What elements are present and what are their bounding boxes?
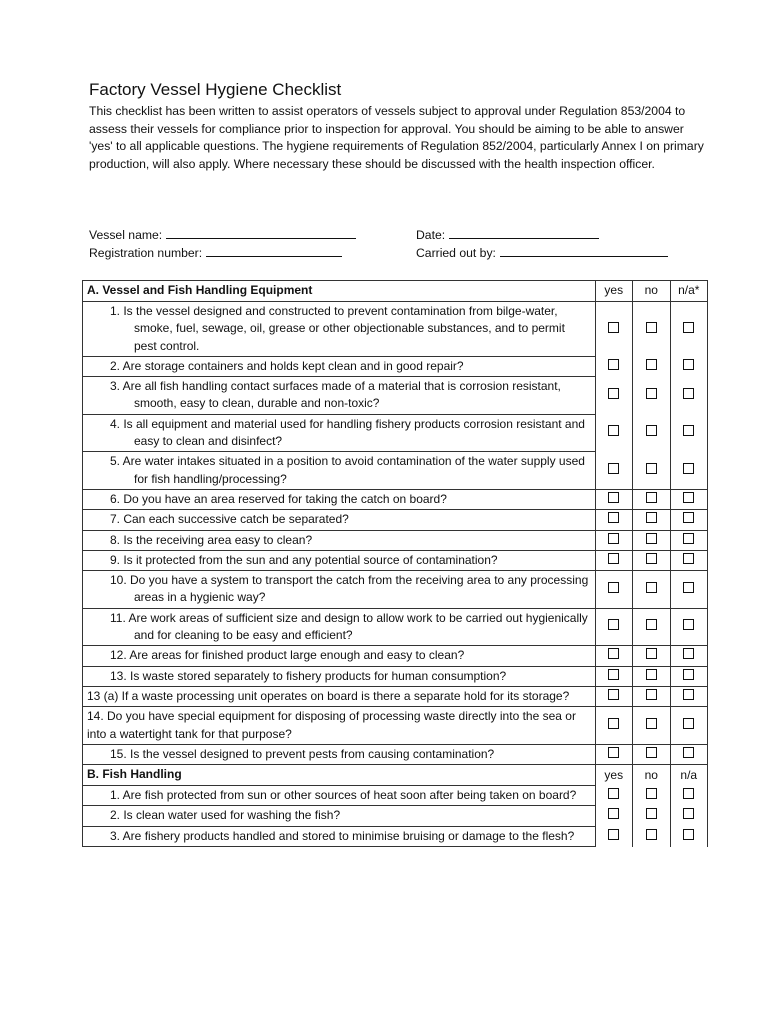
- yes-checkbox[interactable]: [608, 788, 619, 799]
- na-checkbox[interactable]: [683, 512, 694, 523]
- no-checkbox[interactable]: [646, 388, 657, 399]
- question-text: 14. Do you have special equipment for disposing of processing waste directly into the sea or into a watertight tank for that purpose?: [87, 709, 576, 741]
- no-checkbox[interactable]: [646, 359, 657, 370]
- question-row: [83, 646, 708, 666]
- yes-checkbox[interactable]: [608, 669, 619, 680]
- question-row: [83, 550, 708, 570]
- question-row: [83, 686, 708, 706]
- yes-checkbox[interactable]: [608, 553, 619, 564]
- na-checkbox[interactable]: [683, 788, 694, 799]
- na-checkbox[interactable]: [683, 808, 694, 819]
- vessel-name-blank[interactable]: [166, 226, 356, 239]
- question-row: [83, 530, 708, 550]
- question-text: 7. Can each successive catch be separated?: [110, 512, 349, 527]
- question-text: 1. Is the vessel designed and constructed to prevent contamination from bilge-water, smoke, fuel, sewage, oil, grease or other objectionable substances, and to permit pest control.: [110, 304, 565, 353]
- question-text: 2. Is clean water used for washing the fish?: [110, 808, 341, 823]
- na-checkbox[interactable]: [683, 669, 694, 680]
- question-row: [83, 489, 708, 509]
- question-row: [83, 826, 708, 846]
- question-text: 6. Do you have an area reserved for taking the catch on board?: [110, 491, 447, 506]
- yes-checkbox[interactable]: [608, 512, 619, 523]
- question-row: [83, 806, 708, 826]
- na-checkbox[interactable]: [683, 553, 694, 564]
- question-text: 4. Is all equipment and material used for handling fishery products corrosion resistant and easy to clean and disinfect?: [110, 416, 585, 449]
- question-text: 10. Do you have a system to transport the catch from the receiving area to any processing areas in a hygienic way?: [110, 573, 589, 605]
- question-row: [83, 744, 708, 764]
- question-row: [83, 786, 708, 806]
- question-row: [83, 666, 708, 686]
- question-row: [83, 452, 708, 490]
- no-checkbox[interactable]: [646, 553, 657, 564]
- intro-paragraph: This checklist has been written to assist operators of vessels subject to approval under Regulation 853/2004 to assess their vessels for compliance prior to inspection for approval. You should be aiming to be able to answer 'yes' to all applicable questions. The hygiene requirements of Regulation 852/2004, particularly Annex I on primary production, will also apply. Where necessary these should be discussed with the health inspection officer.: [89, 104, 704, 171]
- na-checkbox[interactable]: [683, 689, 694, 700]
- question-row: [83, 302, 708, 357]
- question-text: 8. Is the receiving area easy to clean?: [110, 532, 313, 547]
- question-text: 13. Is waste stored separately to fishery products for human consumption?: [110, 668, 507, 683]
- no-checkbox[interactable]: [646, 669, 657, 680]
- yes-checkbox[interactable]: [608, 463, 619, 474]
- no-checkbox[interactable]: [646, 582, 657, 593]
- question-row: [83, 414, 708, 452]
- no-checkbox[interactable]: [646, 689, 657, 700]
- question-text: 3. Are all fish handling contact surfaces made of a material that is corrosion resistant, smooth, easy to clean, durable and non-toxic?: [110, 379, 561, 411]
- col-na-label: n/a: [670, 765, 708, 786]
- no-checkbox[interactable]: [646, 322, 657, 333]
- question-row: [83, 510, 708, 530]
- question-text: 9. Is it protected from the sun and any potential source of contamination?: [110, 552, 498, 567]
- section-a-title: A. Vessel and Fish Handling Equipment: [83, 281, 596, 302]
- col-yes-label: yes: [595, 281, 633, 302]
- question-row: [83, 356, 708, 376]
- yes-checkbox[interactable]: [608, 492, 619, 503]
- col-na-label: n/a*: [670, 281, 708, 302]
- col-yes-label: yes: [595, 765, 633, 786]
- na-checkbox[interactable]: [683, 582, 694, 593]
- yes-checkbox[interactable]: [608, 425, 619, 436]
- yes-checkbox[interactable]: [608, 648, 619, 659]
- no-checkbox[interactable]: [646, 829, 657, 840]
- carried-out-by-label: Carried out by:: [416, 246, 496, 260]
- no-checkbox[interactable]: [646, 619, 657, 630]
- na-checkbox[interactable]: [683, 492, 694, 503]
- no-checkbox[interactable]: [646, 718, 657, 729]
- col-no-label: no: [633, 281, 671, 302]
- no-checkbox[interactable]: [646, 512, 657, 523]
- carried-out-by-blank[interactable]: [500, 244, 668, 257]
- section-a-header: [83, 281, 708, 302]
- vessel-name-field: [89, 226, 356, 242]
- question-text: 2. Are storage containers and holds kept clean and in good repair?: [110, 358, 464, 373]
- na-checkbox[interactable]: [683, 533, 694, 544]
- na-checkbox[interactable]: [683, 747, 694, 758]
- question-text: 13 (a) If a waste processing unit operates on board is there a separate hold for its storage?: [87, 688, 570, 703]
- no-checkbox[interactable]: [646, 533, 657, 544]
- col-no-label: no: [633, 765, 671, 786]
- yes-checkbox[interactable]: [608, 689, 619, 700]
- no-checkbox[interactable]: [646, 492, 657, 503]
- date-blank[interactable]: [449, 226, 599, 239]
- page-title: Factory Vessel Hygiene Checklist: [89, 80, 342, 99]
- vessel-name-label: Vessel name:: [89, 228, 163, 242]
- yes-checkbox[interactable]: [608, 582, 619, 593]
- carried-out-by-field: [416, 244, 668, 260]
- yes-checkbox[interactable]: [608, 619, 619, 630]
- na-checkbox[interactable]: [683, 463, 694, 474]
- question-text: 11. Are work areas of sufficient size and design to allow work to be carried out hygienically and for cleaning to be easy and efficient?: [110, 610, 588, 643]
- question-text: 12. Are areas for finished product large enough and easy to clean?: [110, 648, 465, 663]
- no-checkbox[interactable]: [646, 788, 657, 799]
- yes-checkbox[interactable]: [608, 359, 619, 370]
- question-row: [83, 571, 708, 609]
- na-checkbox[interactable]: [683, 359, 694, 370]
- registration-number-label: Registration number:: [89, 246, 203, 260]
- question-row: [83, 707, 708, 745]
- question-text: 1. Are fish protected from sun or other sources of heat soon after being taken on board?: [110, 788, 577, 803]
- na-checkbox[interactable]: [683, 619, 694, 630]
- na-checkbox[interactable]: [683, 388, 694, 399]
- na-checkbox[interactable]: [683, 322, 694, 333]
- registration-number-blank[interactable]: [206, 244, 342, 257]
- na-checkbox[interactable]: [683, 425, 694, 436]
- checklist-table: [82, 280, 708, 847]
- no-checkbox[interactable]: [646, 463, 657, 474]
- date-field: [416, 226, 599, 242]
- question-row: [83, 608, 708, 646]
- question-text: 5. Are water intakes situated in a position to avoid contamination of the water supply used for fish handling/processing?: [110, 454, 585, 486]
- yes-checkbox[interactable]: [608, 829, 619, 840]
- no-checkbox[interactable]: [646, 425, 657, 436]
- yes-checkbox[interactable]: [608, 533, 619, 544]
- question-row: [83, 377, 708, 415]
- na-checkbox[interactable]: [683, 718, 694, 729]
- no-checkbox[interactable]: [646, 747, 657, 758]
- na-checkbox[interactable]: [683, 648, 694, 659]
- na-checkbox[interactable]: [683, 829, 694, 840]
- yes-checkbox[interactable]: [608, 322, 619, 333]
- question-text: 15. Is the vessel designed to prevent pests from causing contamination?: [110, 746, 495, 761]
- date-label: Date:: [416, 228, 446, 242]
- registration-number-field: [89, 244, 342, 260]
- yes-checkbox[interactable]: [608, 718, 619, 729]
- section-b-title: B. Fish Handling: [83, 765, 596, 786]
- yes-checkbox[interactable]: [608, 388, 619, 399]
- no-checkbox[interactable]: [646, 808, 657, 819]
- question-text: 3. Are fishery products handled and stored to minimise bruising or damage to the flesh?: [110, 828, 575, 843]
- yes-checkbox[interactable]: [608, 808, 619, 819]
- section-b-header: [83, 765, 708, 786]
- no-checkbox[interactable]: [646, 648, 657, 659]
- yes-checkbox[interactable]: [608, 747, 619, 758]
